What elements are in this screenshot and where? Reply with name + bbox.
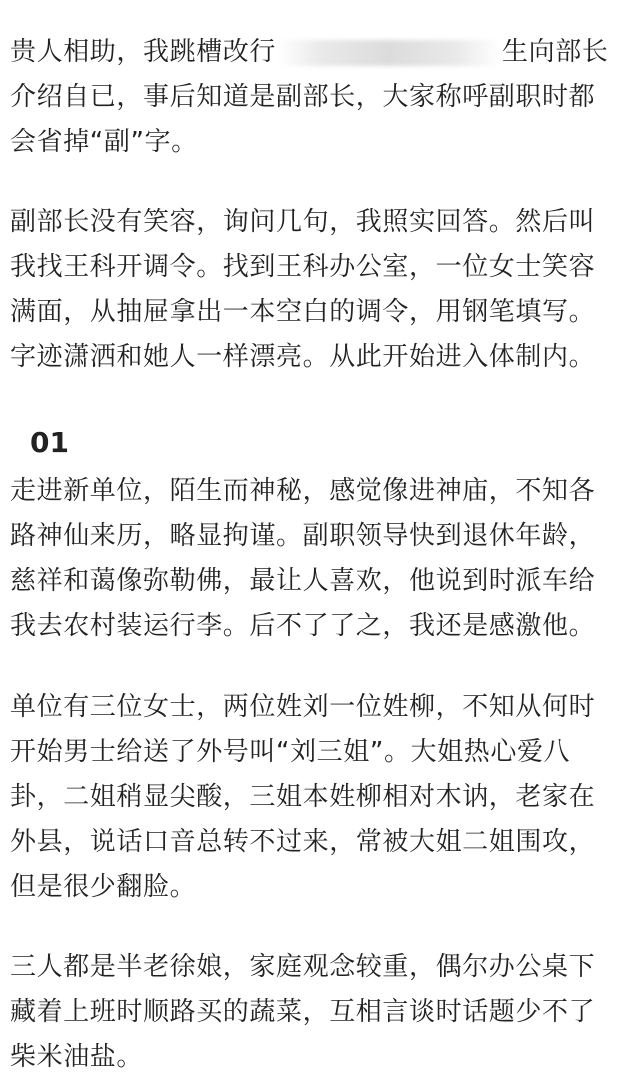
paragraph-line: 满面，从抽屉拿出一本空白的调令，用钢笔填写。 xyxy=(10,297,596,327)
paragraph-line: 介绍自已，事后知道是副部长，大家称呼副职时都 xyxy=(10,82,596,112)
paragraph-5 xyxy=(10,945,632,1080)
paragraph-line: 会省掉“副”字。 xyxy=(10,127,198,157)
redacted-text-blur xyxy=(278,40,500,66)
paragraph-line: 柴米油盐。 xyxy=(10,1042,144,1072)
paragraph-3 xyxy=(10,469,632,649)
paragraph-line: 卦，二姐稍显尖酸，三姐本姓柳相对木讷，老家在 xyxy=(10,782,596,812)
paragraph-line: 我找王科开调令。找到王科办公室，一位女士笑容 xyxy=(10,252,596,282)
paragraph-4 xyxy=(10,685,632,910)
paragraph-line: 字迹潇洒和她人一样漂亮。从此开始进入体制内。 xyxy=(10,342,596,372)
paragraph-1 xyxy=(10,30,632,165)
paragraph-line: 三人都是半老徐娘，家庭观念较重，偶尔办公桌下 xyxy=(10,952,596,982)
paragraph-line: 慈祥和蔼像弥勒佛，最让人喜欢，他说到时派车给 xyxy=(10,566,596,596)
paragraph-2 xyxy=(10,200,632,380)
paragraph-line: 副部长没有笑容，询问几句，我照实回答。然后叫 xyxy=(10,207,596,237)
paragraph-line: 外县，说话口音总转不过来，常被大姐二姐围攻， xyxy=(10,827,596,857)
paragraph-line: 单位有三位女士，两位姓刘一位姓柳，不知从何时 xyxy=(10,692,596,722)
line-segment: 贵人相助，我跳槽改行 xyxy=(10,37,277,67)
paragraph-line: 路神仙来历，略显拘谨。副职领导快到退休年龄， xyxy=(10,521,596,551)
paragraph-line: 开始男士给送了外号叫“刘三姐”。大姐热心爱八 xyxy=(10,737,571,767)
line-segment: 生向部长 xyxy=(502,37,609,67)
paragraph-line: 藏着上班时顺路买的蔬菜，互相言谈时话题少不了 xyxy=(10,997,596,1027)
paragraph-line: 走进新单位，陌生而神秘，感觉像进神庙，不知各 xyxy=(10,476,596,506)
section-heading: 01 xyxy=(30,426,69,459)
paragraph-line: 但是很少翻脸。 xyxy=(10,872,197,902)
paragraph-line: 我去农村装运行李。后不了了之，我还是感激他。 xyxy=(10,611,596,641)
paragraph-line xyxy=(10,30,632,75)
